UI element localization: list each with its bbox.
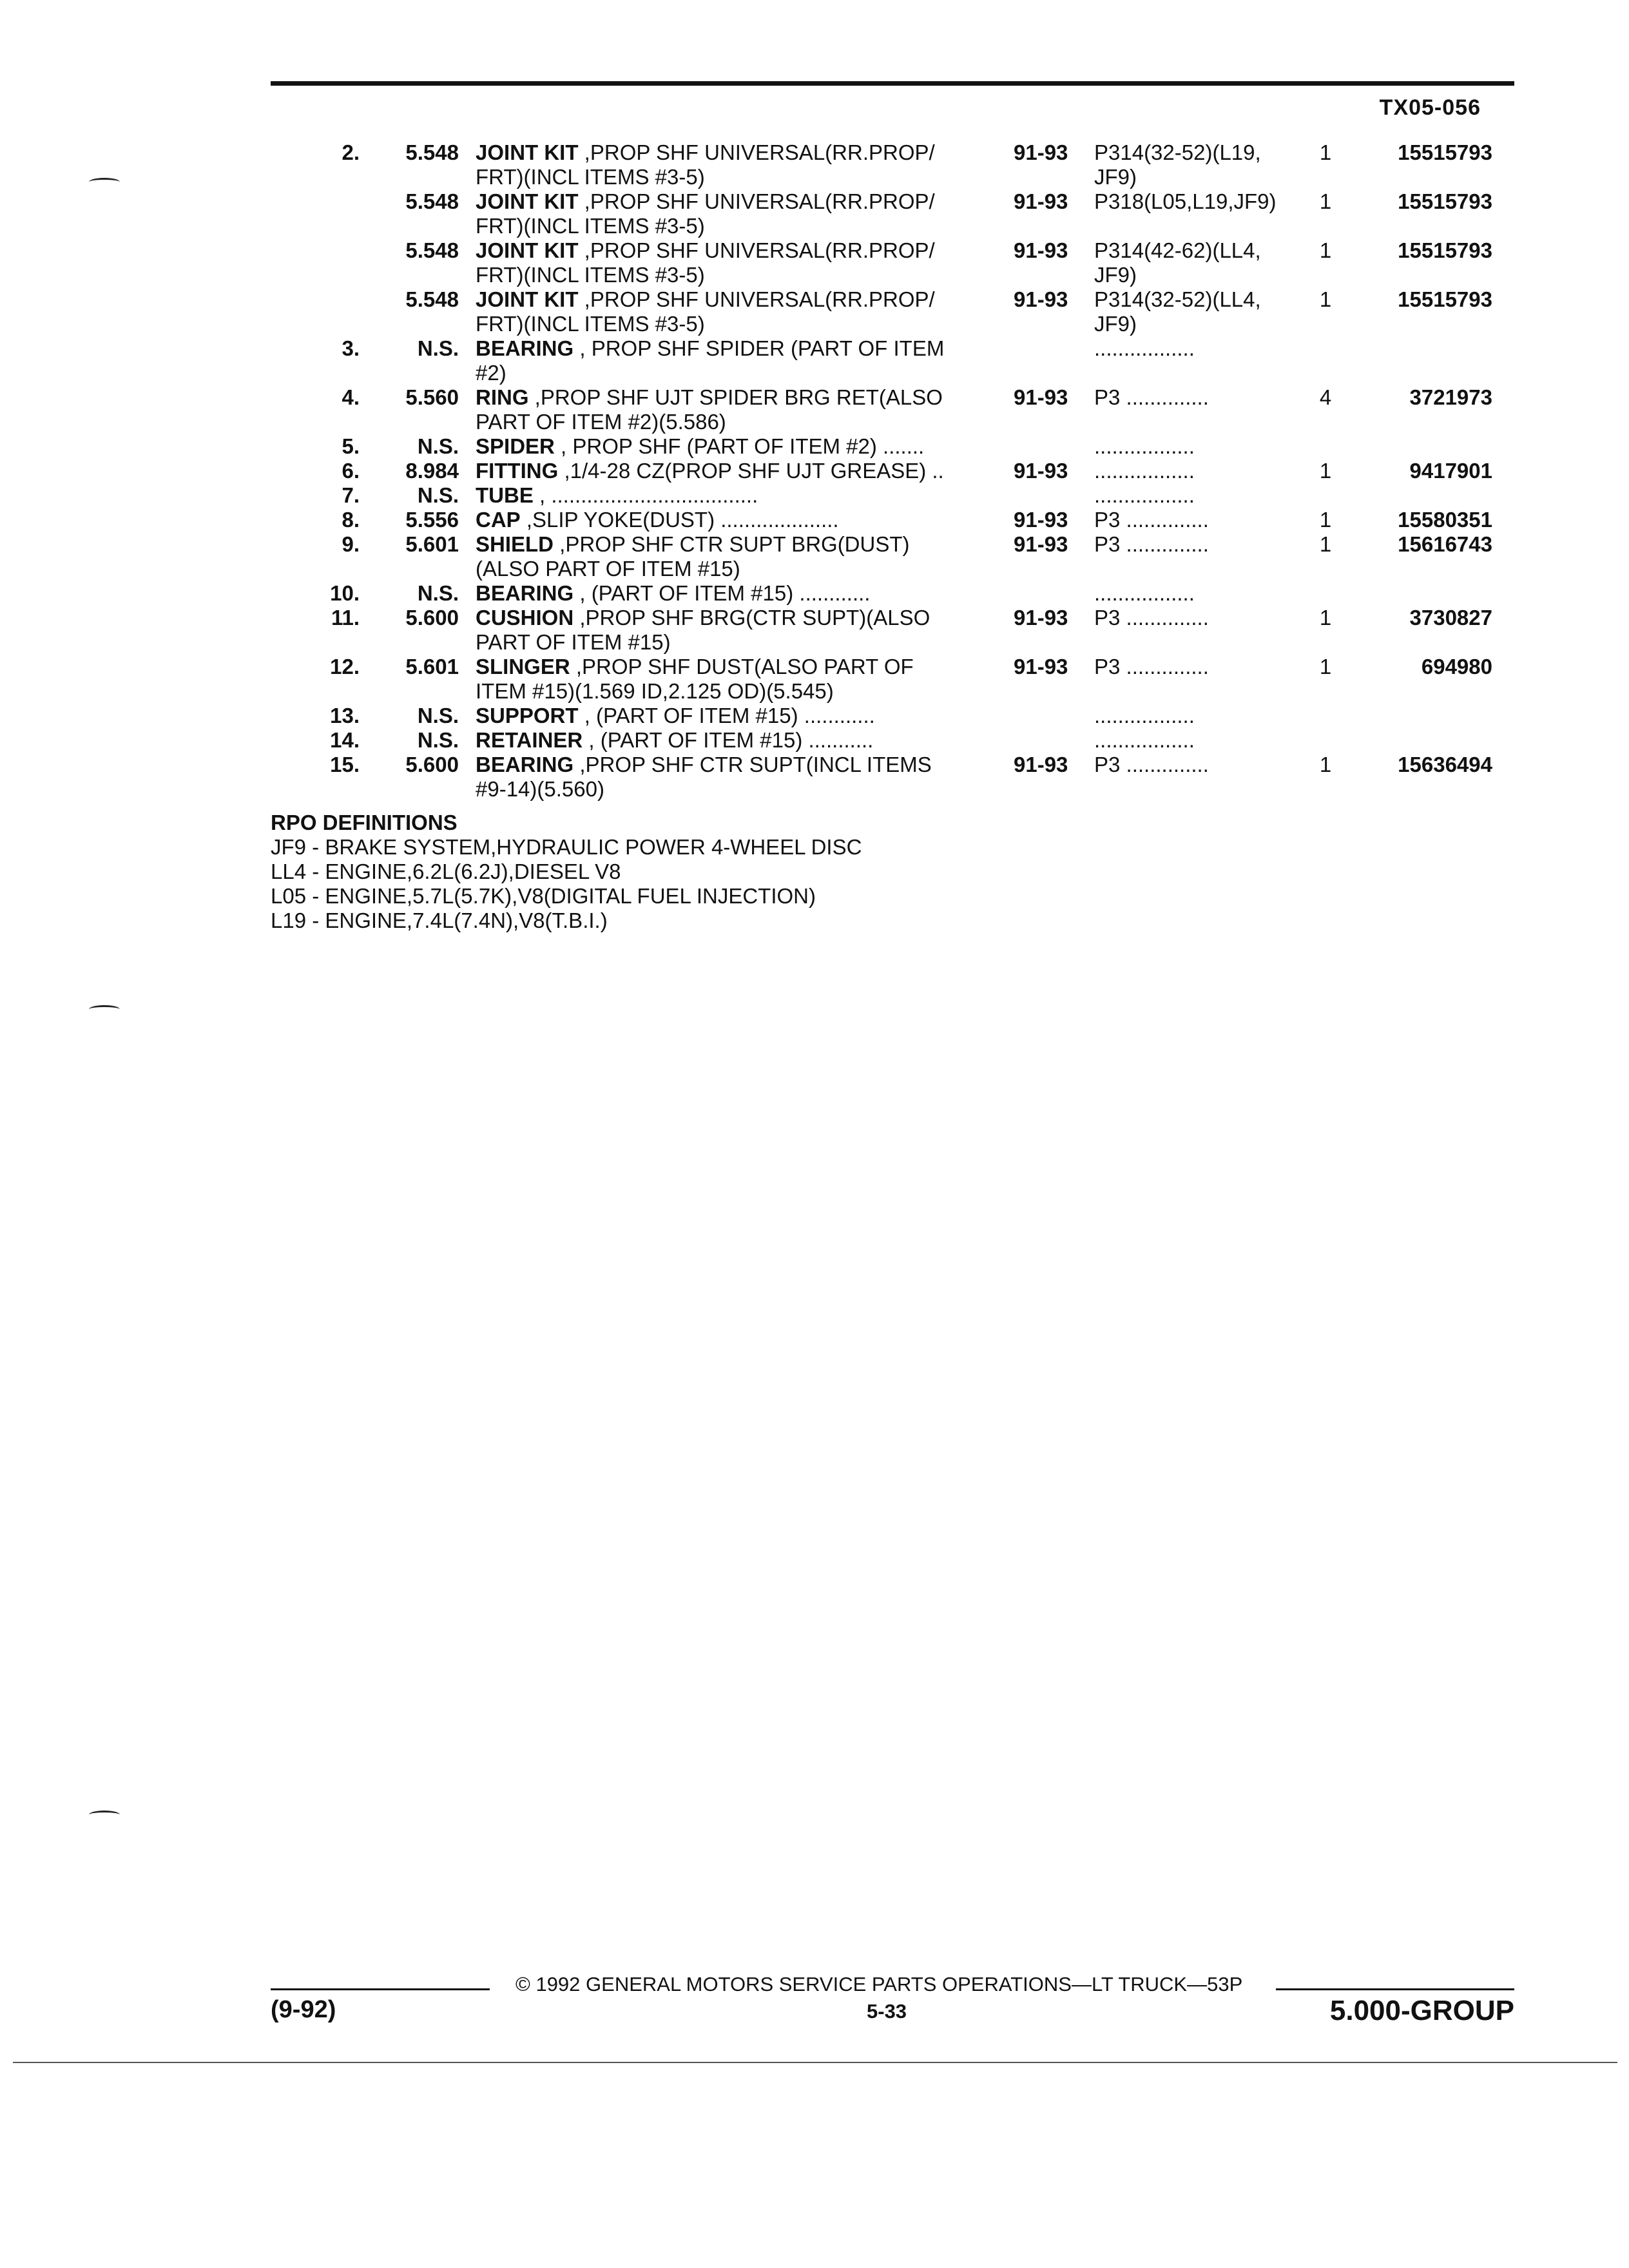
description-text: ,PROP SHF UNIVERSAL(RR.PROP/ [578,189,935,213]
part-description [476,336,1014,385]
part-name: RING [476,385,529,409]
description-text: , PROP SHF SPIDER (PART OF ITEM [574,336,945,360]
part-description [476,728,1014,753]
part-number: 3730827 [1409,606,1492,629]
quantity: 1 [1319,753,1332,776]
description-line [476,606,1014,630]
description-text: ,SLIP YOKE(DUST) .................... [520,508,839,532]
description-line [476,385,1014,410]
model-years: 91-93 [1014,189,1068,213]
description-text: ,PROP SHF UNIVERSAL(RR.PROP/ [578,238,935,262]
application [1094,655,1307,679]
part-number: 694980 [1421,655,1492,678]
application-line: P314(32-52)(L19, [1094,140,1261,164]
description-line [476,434,1014,459]
description-line [476,728,1014,753]
description-line [476,238,1014,263]
application [1094,532,1307,557]
description-line [476,287,1014,312]
table-row [271,189,1514,238]
quantity: 1 [1319,606,1332,629]
section-number: N.S. [417,483,459,507]
description-text: ,PROP SHF CTR SUPT BRG(DUST) [554,532,910,556]
footer-rule [271,1988,490,1990]
model-years: 91-93 [1014,532,1068,556]
part-name: BEARING [476,581,574,605]
description-line: ITEM #15)(1.569 ID,2.125 OD)(5.545) [476,679,834,703]
item-number: 7. [342,483,360,507]
description-text: ,PROP SHF UJT SPIDER BRG RET(ALSO [528,385,943,409]
rpo-item: L19 - ENGINE,7.4L(7.4N),V8(T.B.I.) [271,908,608,932]
item-number: 11. [331,606,360,629]
description-line [476,483,1014,508]
item-number: 15. [330,753,360,776]
part-number: 15515793 [1398,140,1492,164]
item-number: 10. [330,581,360,605]
description-line: PART OF ITEM #2)(5.586) [476,410,726,434]
application-line: JF9) [1094,263,1137,287]
part-description [476,287,1014,336]
description-line: PART OF ITEM #15) [476,630,671,654]
copyright-notice: © 1992 GENERAL MOTORS SERVICE PARTS OPERATIONS—LT TRUCK—53P [516,1973,1243,1995]
application-line: P3 .............. [1094,606,1209,629]
section-number: 5.601 [405,655,459,678]
section-number: 5.556 [405,508,459,532]
table-row [271,483,1514,508]
application [1094,704,1307,728]
section-number: 5.600 [405,753,459,776]
part-description [476,459,1014,483]
application [1094,238,1307,287]
rpo-title: RPO DEFINITIONS [271,811,458,834]
description-line [476,581,1014,606]
description-line [476,704,1014,728]
section-number: 5.548 [405,238,459,262]
part-description [476,189,1014,238]
description-text: ,PROP SHF UNIVERSAL(RR.PROP/ [578,140,935,164]
rpo-definitions [271,811,862,933]
part-number: 3721973 [1409,385,1492,409]
part-number: 15515793 [1398,287,1492,311]
table-row [271,508,1514,532]
part-name: BEARING [476,753,574,776]
rpo-item: L05 - ENGINE,5.7L(5.7K),V8(DIGITAL FUEL INJECTION) [271,884,816,908]
quantity: 1 [1319,140,1332,164]
section-number: 5.560 [405,385,459,409]
application-line: ................. [1094,459,1195,483]
part-description [476,581,1014,606]
model-years: 91-93 [1014,655,1068,678]
table-row [271,238,1514,287]
application [1094,728,1307,753]
application-line: P3 .............. [1094,655,1209,678]
item-number: 8. [342,508,360,532]
table-row [271,704,1514,728]
part-name: SUPPORT [476,704,579,727]
section-number: N.S. [417,336,459,360]
application-line: JF9) [1094,165,1137,189]
application-line: ................. [1094,336,1195,360]
description-line [476,753,1014,777]
section-number: N.S. [417,581,459,605]
application-line: P3 .............. [1094,508,1209,532]
group-label: 5.000-GROUP [1329,1995,1514,2026]
table-row [271,140,1514,189]
table-row [271,385,1514,434]
model-years: 91-93 [1014,385,1068,409]
application [1094,140,1307,189]
section-number: 8.984 [405,459,459,483]
part-name: CUSHION [476,606,574,629]
part-description [476,532,1014,581]
description-text: ,PROP SHF CTR SUPT(INCL ITEMS [574,753,932,776]
table-row [271,434,1514,459]
part-name: JOINT KIT [476,238,579,262]
quantity: 1 [1319,287,1332,311]
part-description [476,655,1014,704]
application-line: ................. [1094,434,1195,458]
part-description [476,238,1014,287]
part-name: JOINT KIT [476,140,579,164]
part-description [476,434,1014,459]
quantity: 1 [1319,189,1332,213]
part-name: RETAINER [476,728,583,752]
part-description [476,483,1014,508]
section-number: N.S. [417,704,459,727]
bottom-rule [13,2062,1617,2063]
model-years: 91-93 [1014,753,1068,776]
section-number: N.S. [417,434,459,458]
part-number: 15515793 [1398,238,1492,262]
description-line [476,140,1014,165]
rpo-item: LL4 - ENGINE,6.2L(6.2J),DIESEL V8 [271,860,621,883]
table-row [271,606,1514,655]
description-line [476,508,1014,532]
date-code: (9-92) [271,1996,336,2023]
item-number: 4. [342,385,360,409]
table-row [271,532,1514,581]
section-number: 5.548 [405,189,459,213]
footer-rule [1276,1988,1514,1990]
application-line: P314(42-62)(LL4, [1094,238,1261,262]
description-line: FRT)(INCL ITEMS #3-5) [476,312,705,336]
model-years: 91-93 [1014,606,1068,629]
application [1094,459,1307,483]
description-text: , (PART OF ITEM #15) ........... [583,728,874,752]
description-line [476,655,1014,679]
application [1094,508,1307,532]
description-text: , ................................... [533,483,758,507]
application-line: ................. [1094,728,1195,752]
description-line: #9-14)(5.560) [476,777,604,801]
item-number: 2. [342,140,360,164]
part-name: TUBE [476,483,534,507]
application-line: P318(L05,L19,JF9) [1094,189,1277,213]
table-row [271,459,1514,483]
application-line: P3 .............. [1094,753,1209,776]
application [1094,189,1307,214]
part-number: 15636494 [1398,753,1492,776]
quantity: 1 [1319,238,1332,262]
application-line: ................. [1094,704,1195,727]
part-number: 15515793 [1398,189,1492,213]
description-line: #2) [476,361,506,385]
description-text: ,1/4-28 CZ(PROP SHF UJT GREASE) .. [558,459,944,483]
application [1094,581,1307,606]
description-line: FRT)(INCL ITEMS #3-5) [476,165,705,189]
model-years: 91-93 [1014,238,1068,262]
application-line: P3 .............. [1094,385,1209,409]
application-line: ................. [1094,581,1195,605]
item-number: 12. [330,655,360,678]
quantity: 4 [1319,385,1332,409]
model-years: 91-93 [1014,287,1068,311]
description-line [476,336,1014,361]
description-line [476,459,1014,483]
part-description [476,704,1014,728]
table-row [271,728,1514,753]
description-text: ,PROP SHF UNIVERSAL(RR.PROP/ [578,287,935,311]
item-number: 13. [330,704,360,727]
section-number: N.S. [417,728,459,752]
margin-mark [89,178,120,186]
application-line: P3 .............. [1094,532,1209,556]
part-name: JOINT KIT [476,189,579,213]
quantity: 1 [1319,532,1332,556]
item-number: 3. [342,336,360,360]
table-row [271,753,1514,802]
part-name: SPIDER [476,434,555,458]
page-number: 5-33 [867,2000,907,2023]
application [1094,336,1307,361]
application [1094,606,1307,630]
application [1094,385,1307,410]
section-number: 5.548 [405,287,459,311]
description-text: ,PROP SHF DUST(ALSO PART OF [570,655,914,678]
item-number: 5. [342,434,360,458]
part-description [476,508,1014,532]
description-text: , (PART OF ITEM #15) ............ [578,704,875,727]
item-number: 14. [330,728,360,752]
part-number: 9417901 [1409,459,1492,483]
rpo-item: JF9 - BRAKE SYSTEM,HYDRAULIC POWER 4-WHEEL DISC [271,835,862,859]
part-description [476,753,1014,802]
application-line: ................. [1094,483,1195,507]
table-row [271,581,1514,606]
parts-table [271,140,1514,802]
document-code: TX05-056 [1379,95,1481,120]
application-line: P314(32-52)(LL4, [1094,287,1261,311]
model-years: 91-93 [1014,508,1068,532]
part-number: 15616743 [1398,532,1492,556]
part-description [476,140,1014,189]
part-description [476,606,1014,655]
part-name: FITTING [476,459,559,483]
section-number: 5.601 [405,532,459,556]
section-number: 5.600 [405,606,459,629]
table-row [271,287,1514,336]
table-row [271,655,1514,704]
quantity: 1 [1319,459,1332,483]
part-name: JOINT KIT [476,287,579,311]
description-line: FRT)(INCL ITEMS #3-5) [476,214,705,238]
part-name: BEARING [476,336,574,360]
quantity: 1 [1319,655,1332,678]
part-name: SHIELD [476,532,554,556]
table-row [271,336,1514,385]
part-name: SLINGER [476,655,570,678]
top-rule [271,81,1514,86]
application [1094,434,1307,459]
description-line [476,532,1014,557]
item-number: 9. [342,532,360,556]
part-description [476,385,1014,434]
model-years: 91-93 [1014,140,1068,164]
part-number: 15580351 [1398,508,1492,532]
item-number: 6. [342,459,360,483]
quantity: 1 [1319,508,1332,532]
description-text: , (PART OF ITEM #15) ............ [574,581,871,605]
margin-mark [89,1811,120,1819]
description-line: FRT)(INCL ITEMS #3-5) [476,263,705,287]
section-number: 5.548 [405,140,459,164]
description-line: (ALSO PART OF ITEM #15) [476,557,740,581]
description-text: ,PROP SHF BRG(CTR SUPT)(ALSO [574,606,930,629]
description-text: , PROP SHF (PART OF ITEM #2) ....... [554,434,925,458]
description-line [476,189,1014,214]
model-years: 91-93 [1014,459,1068,483]
part-name: CAP [476,508,521,532]
application-line: JF9) [1094,312,1137,336]
application [1094,753,1307,777]
application [1094,483,1307,508]
margin-mark [89,1005,120,1014]
application [1094,287,1307,336]
